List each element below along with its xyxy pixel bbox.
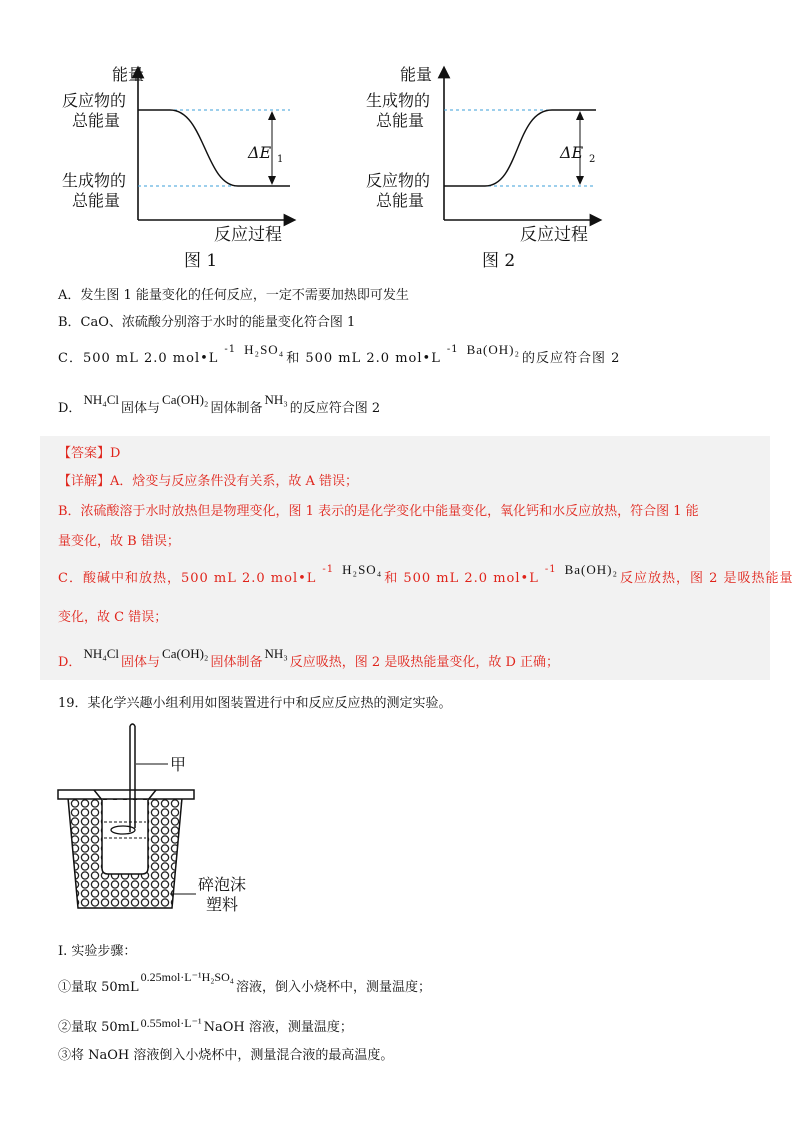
answer-c-prefix: C．酸碱中和放热，500 mL 2.0 mol•L	[58, 571, 317, 586]
answer-b-line1: B．浓硫酸溶于水时放热但是物理变化，图 1 表示的是化学变化中能量变化，氧化钙和水反应放热，符合图 1 能	[58, 504, 699, 519]
energy-diagram-fig1	[62, 65, 290, 271]
fig2-x-axis-label: 反应过程	[520, 225, 588, 245]
step-1-suffix: 溶液，倒入小烧杯中，测量温度；	[235, 980, 431, 995]
option-a: A．发生图 1 能量变化的任何反应，一定不需要加热即可发生	[58, 288, 409, 303]
step-1-prefix: ①量取 50mL	[58, 980, 139, 995]
option-d	[58, 392, 380, 416]
answer-detail-label: 【详解】	[58, 474, 111, 489]
answer-d-caoh2: Ca(OH)₂	[162, 646, 209, 661]
step-1	[58, 970, 431, 995]
fig2-delta-sub: 2	[589, 154, 596, 165]
step-2	[58, 1016, 353, 1035]
option-d-mid2: 固体制备	[210, 401, 263, 416]
answer-d-nh4cl: NH₄Cl	[83, 646, 120, 661]
answer-d	[58, 646, 559, 670]
answer-c-minus1-a: -1	[322, 564, 335, 575]
answer-b-line2: 量变化，故 B 错误；	[58, 534, 180, 549]
fig1-top-label-line2: 总能量	[72, 111, 121, 130]
step-2-suffix: NaOH 溶液，测量温度；	[203, 1020, 353, 1035]
fig2-bottom-label-line1: 反应物的	[366, 171, 431, 190]
option-d-nh4cl: NH₄Cl	[83, 392, 120, 407]
option-c	[58, 342, 620, 366]
answer-a-text: A．焓变与反应条件没有关系，故 A 错误；	[110, 474, 359, 489]
fig2-top-label-line2: 总能量	[376, 111, 425, 130]
answer-c-line2: 变化，故 C 错误；	[58, 610, 168, 625]
steps-title: I. 实验步骤：	[58, 944, 137, 959]
option-c-prefix: C．500 mL 2.0 mol•L	[58, 351, 219, 366]
fig1-delta-sub: 1	[277, 154, 284, 165]
energy-diagrams	[0, 0, 800, 275]
step-1-concentration: 0.25mol·L⁻¹H₂SO₄	[140, 970, 234, 984]
answer-c-minus1-b: -1	[544, 564, 557, 575]
fig2-bottom-label-line2: 总能量	[376, 191, 425, 210]
option-c-h2so4: H₂SO₄	[244, 342, 285, 357]
answer-d-suffix: 反应吸热，图 2 是吸热能量变化，故 D 正确；	[289, 655, 560, 670]
option-c-baoh2: Ba(OH)₂	[466, 342, 520, 357]
step-3: ③将 NaOH 溶液倒入小烧杯中，测量混合液的最高温度。	[58, 1048, 394, 1063]
option-d-caoh2: Ca(OH)₂	[162, 392, 209, 407]
fig1-top-label-line1: 反应物的	[62, 91, 127, 110]
energy-diagram-fig2	[366, 65, 596, 271]
fig1-bottom-label-line2: 总能量	[72, 191, 121, 210]
answer-c-mid: 和 500 mL 2.0 mol•L	[384, 571, 539, 586]
answer-label: 【答案】D	[58, 446, 121, 461]
fig1-delta-e: ΔE	[248, 143, 272, 162]
answer-d-nh3: NH₃	[264, 646, 288, 661]
fig1-caption: 图 1	[184, 251, 218, 271]
calorimeter-diagram	[50, 718, 270, 928]
answer-d-mid2: 固体制备	[210, 655, 263, 670]
option-c-suffix: 的反应符合图 2	[522, 351, 621, 366]
option-d-prefix: D．	[58, 401, 82, 416]
answer-d-mid1: 固体与	[121, 655, 161, 670]
question-19-title: 19．某化学兴趣小组利用如图装置进行中和反应反应热的测定实验。	[58, 696, 452, 711]
fig1-x-axis-label: 反应过程	[214, 225, 282, 245]
answer-c-baoh2: Ba(OH)₂	[564, 562, 618, 577]
label-jia: 甲	[170, 755, 187, 774]
step-2-prefix: ②量取 50mL	[58, 1020, 139, 1035]
energy-axis-label-1: 能量	[112, 65, 145, 84]
answer-detail-a	[58, 470, 358, 489]
option-d-mid1: 固体与	[121, 401, 161, 416]
label-foam-line1: 碎泡沫	[198, 875, 247, 894]
option-c-mid: 和 500 mL 2.0 mol•L	[286, 351, 441, 366]
answer-c-suffix: 反应放热，图 2 是吸热能量	[620, 571, 794, 586]
option-b: B．CaO、浓硫酸分别溶于水时的能量变化符合图 1	[58, 315, 356, 330]
fig2-delta-e: ΔE	[560, 143, 584, 162]
option-c-minus1-a: -1	[224, 344, 237, 355]
option-c-minus1-b: -1	[446, 344, 459, 355]
label-foam-line2: 塑料	[206, 895, 239, 914]
fig2-caption: 图 2	[482, 251, 516, 271]
answer-c-h2so4: H₂SO₄	[342, 562, 383, 577]
answer-d-prefix: D．	[58, 655, 82, 670]
answer-c-line1	[58, 562, 794, 586]
energy-axis-label-2: 能量	[400, 65, 433, 84]
fig2-top-label-line1: 生成物的	[366, 91, 431, 110]
option-d-nh3: NH₃	[264, 392, 288, 407]
option-d-suffix: 的反应符合图 2	[289, 401, 381, 416]
step-2-concentration: 0.55mol·L⁻¹	[140, 1016, 202, 1030]
fig1-bottom-label-line1: 生成物的	[62, 171, 127, 190]
